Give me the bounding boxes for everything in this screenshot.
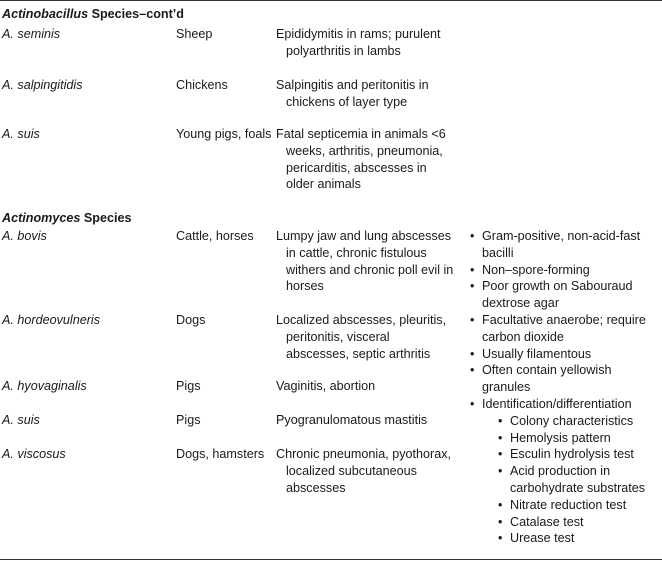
feature-item: • Usually filamentous — [470, 346, 660, 363]
feature-item: • Facultative anaerobe; require carbon dioxide — [470, 312, 660, 346]
disease: Fatal septicemia in animals <6 weeks, arthritis, pneumonia, pericarditis, abscesses in older animals — [276, 127, 446, 192]
features-list — [470, 228, 660, 547]
disease: Lumpy jaw and lung abscesses in cattle, chronic fistulous withers and chronic poll evil in horses — [276, 229, 454, 294]
feature-item: • Poor growth on Sabouraud dextrose agar — [470, 278, 660, 312]
host: Dogs — [176, 313, 206, 327]
section-genus: Actinobacillus — [2, 7, 89, 21]
section-heading-actinobacillus — [2, 6, 184, 23]
host: Chickens — [176, 78, 228, 92]
host: Pigs — [176, 379, 201, 393]
subfeatures-list — [482, 413, 660, 547]
section-genus: Actinomyces — [2, 211, 81, 225]
top-rule — [0, 0, 662, 1]
subfeature-item: • Nitrate reduction test — [498, 497, 660, 514]
disease: Localized abscesses, pleuritis, peritonitis, visceral abscesses, septic arthritis — [276, 313, 447, 361]
feature-item: • Non–spore-forming — [470, 262, 660, 279]
bottom-rule — [0, 559, 662, 560]
disease: Epididymitis in rams; purulent polyarthritis in lambs — [276, 27, 441, 58]
disease: Vaginitis, abortion — [276, 379, 376, 393]
organism-name: A. bovis — [2, 229, 47, 243]
subfeature-item: • Urease test — [498, 530, 660, 547]
organism-name: A. seminis — [2, 27, 61, 41]
section-suffix: Species–cont’d — [88, 7, 184, 21]
section-heading-actinomyces — [2, 210, 132, 227]
disease: Chronic pneumonia, pyothorax, localized subcutaneous abscesses — [276, 447, 452, 495]
organism-name: A. suis — [2, 413, 40, 427]
disease: Salpingitis and peritonitis in chickens of layer type — [276, 78, 429, 109]
subfeature-item: • Acid production in carbohydrate substrates — [498, 463, 660, 497]
host: Sheep — [176, 27, 213, 41]
section-suffix: Species — [80, 211, 132, 225]
host: Dogs, hamsters — [176, 447, 265, 461]
feature-item: • Often contain yellowish granules — [470, 362, 660, 396]
feature-item: • Identification/differentiation • Colony characteristics • Hemolysis pattern • Esculin hydrolysis test • Acid production in carbohydrate substrates • Nitrate reduction test • Catalase test • Urease test — [470, 396, 660, 547]
host: Pigs — [176, 413, 201, 427]
disease: Pyogranulomatous mastitis — [276, 413, 428, 427]
organism-name: A. hyovaginalis — [2, 379, 87, 393]
subfeature-item: • Catalase test — [498, 514, 660, 531]
feature-item: • Gram-positive, non-acid-fast bacilli — [470, 228, 660, 262]
organism-name: A. viscosus — [2, 447, 66, 461]
subfeature-item: • Colony characteristics — [498, 413, 660, 430]
host: Cattle, horses — [176, 229, 254, 243]
organism-name: A. suis — [2, 127, 40, 141]
subfeature-item: • Hemolysis pattern — [498, 430, 660, 447]
subfeature-item: • Esculin hydrolysis test — [498, 446, 660, 463]
host: Young pigs, foals — [176, 127, 272, 141]
organism-name: A. hordeovulneris — [2, 313, 101, 327]
organism-name: A. salpingitidis — [2, 78, 83, 92]
